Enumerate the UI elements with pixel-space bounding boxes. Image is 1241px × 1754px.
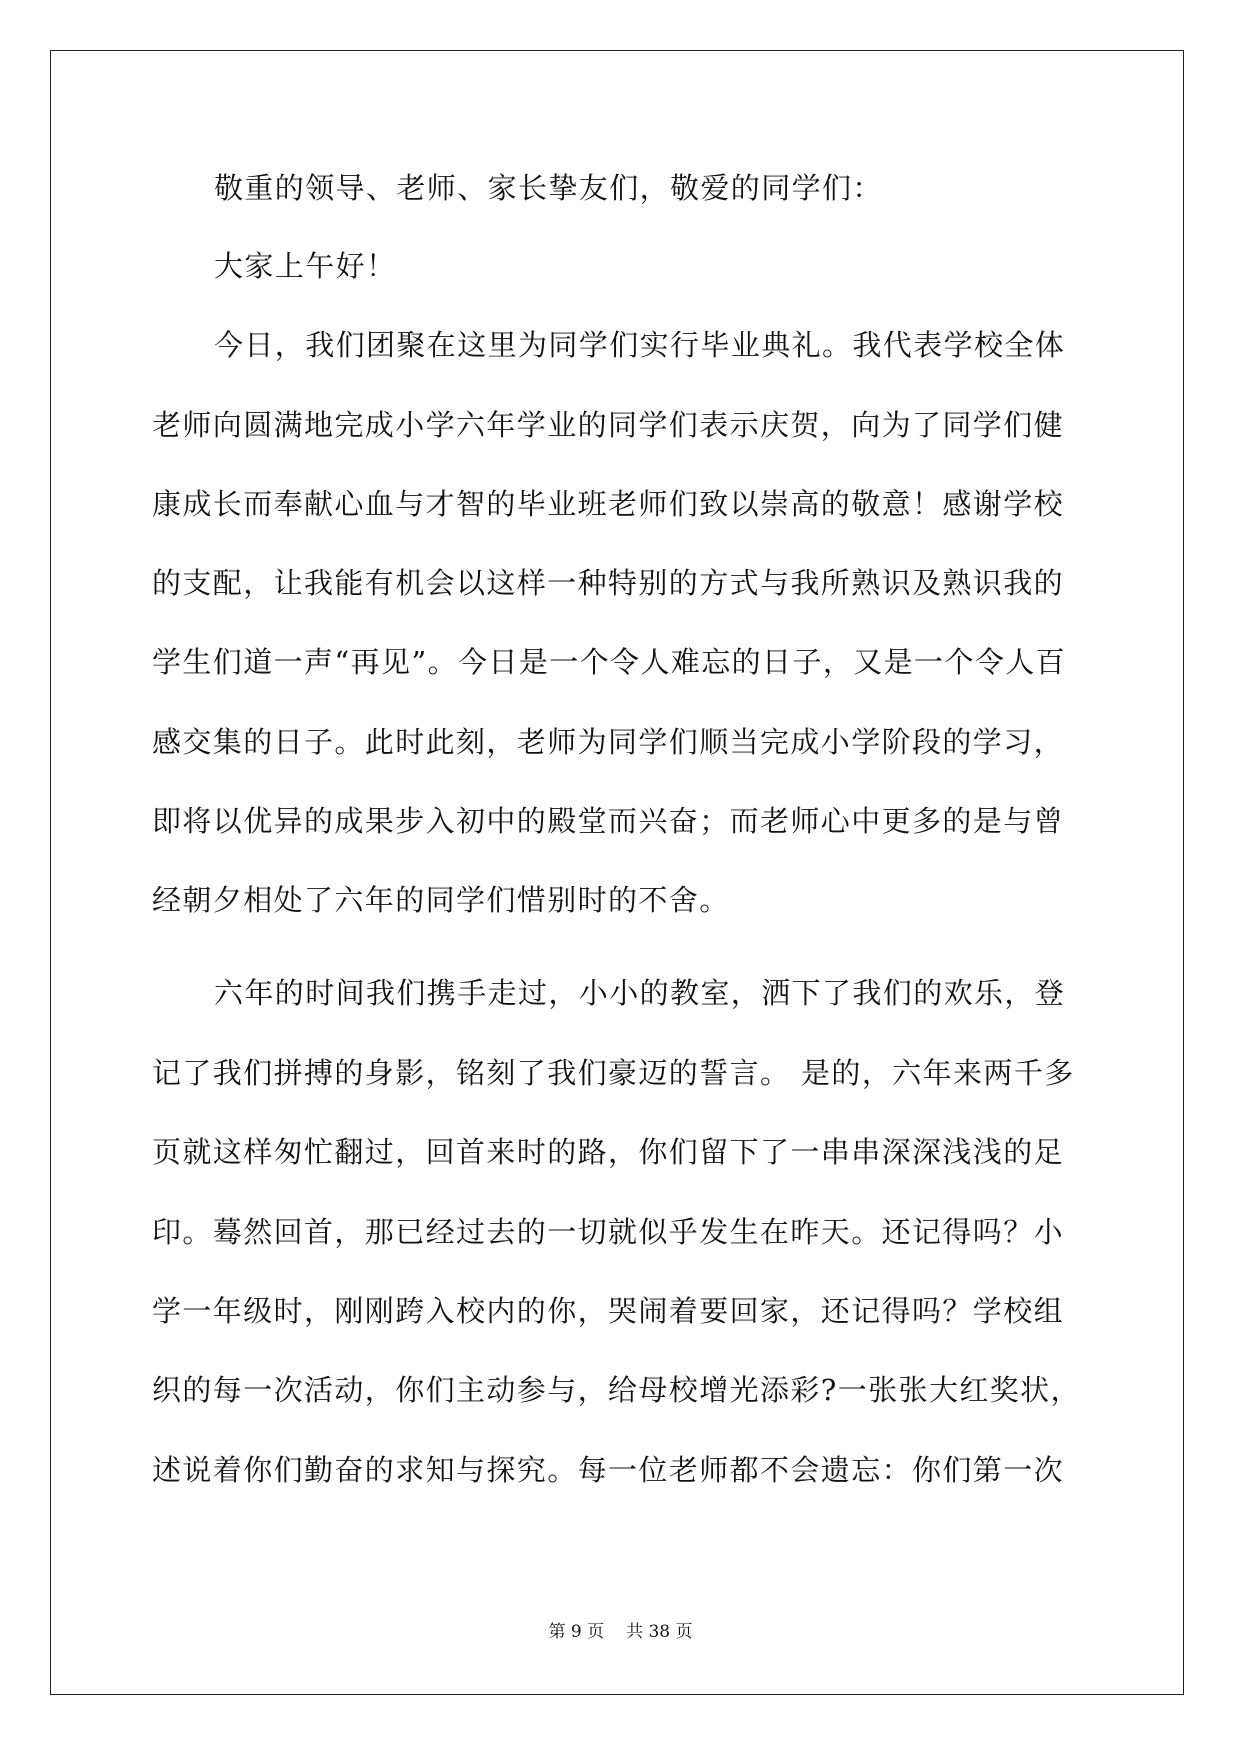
text-line: 记了我们拼搏的身影，铭刻了我们豪迈的誓言。 是的，六年来两千多 — [152, 1056, 1075, 1090]
text-line: 经朝夕相处了六年的同学们惜别时的不舍。 — [152, 883, 730, 917]
text-line: 感交集的日子。此时此刻，老师为同学们顺当完成小学阶段的学习， — [152, 725, 1065, 759]
text-line: 的支配，让我能有机会以这样一种特别的方式与我所熟识及熟识我的 — [152, 566, 1065, 600]
text-line: 六年的时间我们携手走过，小小的教室，洒下了我们的欢乐，登 — [214, 976, 1066, 1010]
text-line: 大家上午好！ — [214, 249, 397, 283]
text-line: 印。蓦然回首，那已经过去的一切就似乎发生在昨天。还记得吗？小 — [152, 1215, 1065, 1249]
page-footer — [0, 1617, 1241, 1642]
text-line: 康成长而奉献心血与才智的毕业班老师们致以崇高的敬意！感谢学校 — [152, 487, 1065, 521]
text-line: 今日，我们团聚在这里为同学们实行毕业典礼。我代表学校全体 — [214, 328, 1066, 362]
text-line: 织的每一次活动，你们主动参与，给母校增光添彩?一张张大红奖状， — [152, 1373, 1081, 1407]
text-line: 学一年级时，刚刚跨入校内的你，哭闹着要回家，还记得吗？学校组 — [152, 1294, 1065, 1328]
text-line: 即将以优异的成果步入初中的殿堂而兴奋；而老师心中更多的是与曾 — [152, 804, 1065, 838]
text-line: 敬重的领导、老师、家长挚友们，敬爱的同学们： — [214, 171, 883, 205]
text-line: 老师向圆满地完成小学六年学业的同学们表示庆贺，向为了同学们健 — [152, 408, 1065, 442]
page-number: 第 9 页 — [548, 1622, 605, 1642]
page-border — [50, 50, 1184, 1695]
text-line: 述说着你们勤奋的求知与探究。每一位老师都不会遗忘：你们第一次 — [152, 1453, 1065, 1487]
text-line: 页就这样匆忙翻过，回首来时的路，你们留下了一串串深深浅浅的足 — [152, 1135, 1065, 1169]
text-line: 学生们道一声“再见”。今日是一个令人难忘的日子，又是一个令人百 — [152, 645, 1067, 679]
page-total: 共 38 页 — [626, 1622, 693, 1642]
